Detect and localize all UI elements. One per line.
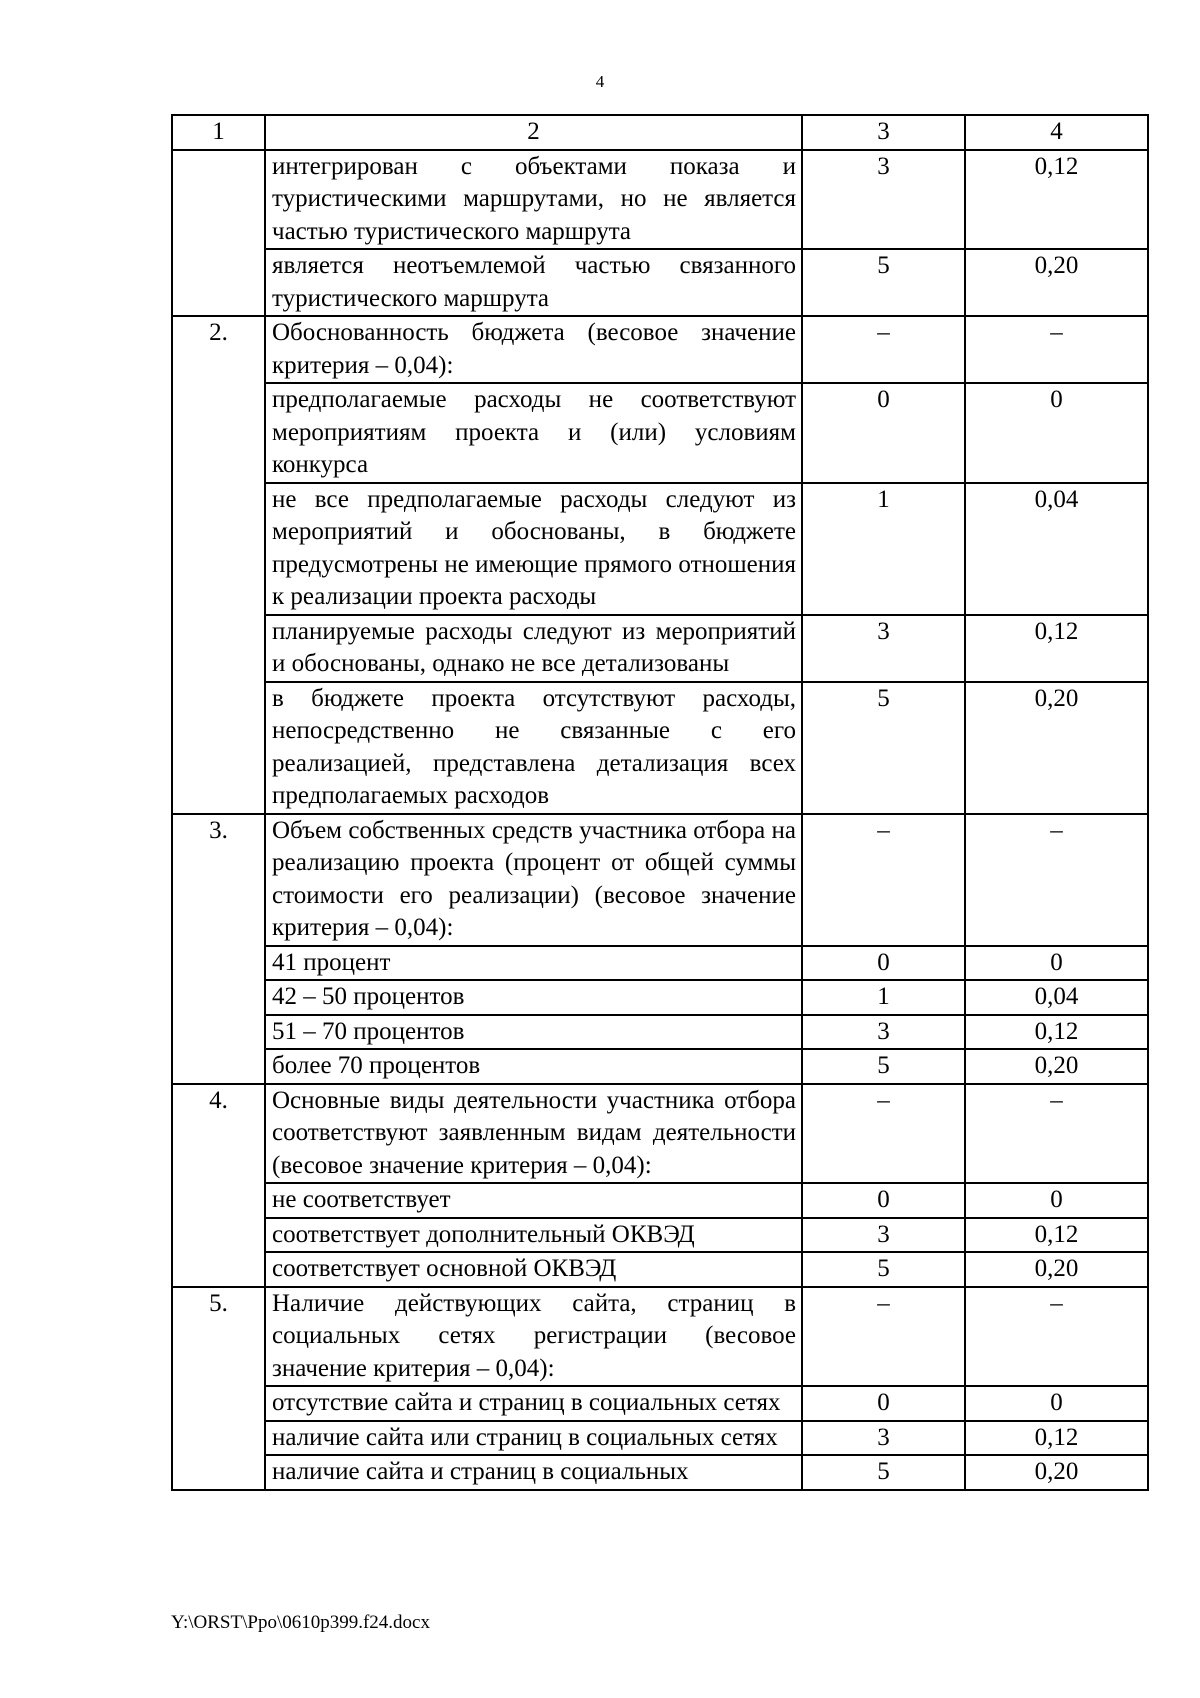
weighted-score-cell: 0,04: [965, 483, 1148, 615]
score-cell: –: [802, 316, 965, 383]
criterion-text: 51 – 70 процентов: [265, 1015, 802, 1050]
weighted-score-cell: 0,12: [965, 1421, 1148, 1456]
criterion-text: соответствует основной ОКВЭД: [265, 1252, 802, 1287]
header-col-2: 2: [265, 115, 802, 150]
criterion-number: 3.: [172, 814, 265, 1084]
weighted-score-cell: 0,12: [965, 1015, 1148, 1050]
weighted-score-cell: 0: [965, 946, 1148, 981]
weighted-score-cell: 0: [965, 1386, 1148, 1421]
criterion-text: Обоснованность бюджета (весовое значение критерия – 0,04):: [265, 316, 802, 383]
weighted-score-cell: –: [965, 1084, 1148, 1184]
weighted-score-cell: –: [965, 316, 1148, 383]
table-row: [172, 1455, 1148, 1490]
criterion-number: 4.: [172, 1084, 265, 1287]
table-row: [172, 150, 1148, 250]
score-cell: 1: [802, 980, 965, 1015]
weighted-score-cell: 0: [965, 383, 1148, 483]
score-cell: 5: [802, 682, 965, 814]
score-cell: 5: [802, 1455, 965, 1490]
score-cell: 3: [802, 150, 965, 250]
score-cell: 3: [802, 1218, 965, 1253]
table-row: [172, 383, 1148, 483]
table-row: [172, 483, 1148, 615]
criterion-text: более 70 процентов: [265, 1049, 802, 1084]
weighted-score-cell: 0,20: [965, 682, 1148, 814]
criterion-number: 5.: [172, 1287, 265, 1490]
table-row: [172, 1084, 1148, 1184]
table-row: [172, 1252, 1148, 1287]
score-cell: 0: [802, 383, 965, 483]
table-row: [172, 682, 1148, 814]
weighted-score-cell: 0,20: [965, 249, 1148, 316]
table-row: [172, 615, 1148, 682]
weighted-score-cell: –: [965, 814, 1148, 946]
table-row: [172, 814, 1148, 946]
criterion-text: интегрирован с объектами показа и туристическими маршрутами, но не является частью туристического маршрута: [265, 150, 802, 250]
criterion-text: Основные виды деятельности участника отбора соответствуют заявленным видам деятельности (весовое значение критерия – 0,04):: [265, 1084, 802, 1184]
score-cell: 0: [802, 946, 965, 981]
score-cell: 5: [802, 1252, 965, 1287]
file-path-footer: Y:\ORST\Ppo\0610p399.f24.docx: [171, 1612, 430, 1633]
score-cell: –: [802, 1084, 965, 1184]
criterion-text: не все предполагаемые расходы следуют из мероприятий и обоснованы, в бюджете предусмотрены не имеющие прямого отношения к реализации проекта расходы: [265, 483, 802, 615]
score-cell: –: [802, 814, 965, 946]
page-number: 4: [595, 72, 605, 91]
table-row: [172, 946, 1148, 981]
score-cell: 5: [802, 1049, 965, 1084]
table-row: [172, 316, 1148, 383]
weighted-score-cell: 0,20: [965, 1049, 1148, 1084]
table-row: [172, 249, 1148, 316]
table-row: [172, 1386, 1148, 1421]
header-col-4: 4: [965, 115, 1148, 150]
table-row: [172, 980, 1148, 1015]
table-row: [172, 1015, 1148, 1050]
score-cell: 0: [802, 1183, 965, 1218]
table-row: [172, 1421, 1148, 1456]
weighted-score-cell: 0,12: [965, 150, 1148, 250]
criterion-text: является неотъемлемой частью связанного туристического маршрута: [265, 249, 802, 316]
criterion-number: [172, 150, 265, 317]
criterion-text: Наличие действующих сайта, страниц в социальных сетях регистрации (весовое значение критерия – 0,04):: [265, 1287, 802, 1387]
weighted-score-cell: 0,12: [965, 615, 1148, 682]
criterion-text: в бюджете проекта отсутствуют расходы, непосредственно не связанные с его реализацией, представлена детализация всех предполагаемых расходов: [265, 682, 802, 814]
criterion-text: Объем собственных средств участника отбора на реализацию проекта (процент от общей суммы стоимости его реализации) (весовое значение критерия – 0,04):: [265, 814, 802, 946]
weighted-score-cell: 0,20: [965, 1252, 1148, 1287]
criterion-text: отсутствие сайта и страниц в социальных сетях: [265, 1386, 802, 1421]
table-row: [172, 1218, 1148, 1253]
table-row: [172, 1183, 1148, 1218]
table-row: [172, 1049, 1148, 1084]
header-col-1: 1: [172, 115, 265, 150]
weighted-score-cell: 0: [965, 1183, 1148, 1218]
criterion-text: 42 – 50 процентов: [265, 980, 802, 1015]
criterion-number: 2.: [172, 316, 265, 814]
criteria-table: [171, 114, 1149, 1491]
score-cell: 3: [802, 1421, 965, 1456]
score-cell: 0: [802, 1386, 965, 1421]
weighted-score-cell: 0,12: [965, 1218, 1148, 1253]
table-row: [172, 1287, 1148, 1387]
criterion-text: наличие сайта и страниц в социальных: [265, 1455, 802, 1490]
table-header-row: [172, 115, 1148, 150]
score-cell: 3: [802, 615, 965, 682]
criterion-text: не соответствует: [265, 1183, 802, 1218]
weighted-score-cell: –: [965, 1287, 1148, 1387]
weighted-score-cell: 0,04: [965, 980, 1148, 1015]
criterion-text: 41 процент: [265, 946, 802, 981]
criterion-text: предполагаемые расходы не соответствуют мероприятиям проекта и (или) условиям конкурса: [265, 383, 802, 483]
score-cell: 1: [802, 483, 965, 615]
header-col-3: 3: [802, 115, 965, 150]
criterion-text: наличие сайта или страниц в социальных сетях: [265, 1421, 802, 1456]
score-cell: –: [802, 1287, 965, 1387]
weighted-score-cell: 0,20: [965, 1455, 1148, 1490]
score-cell: 5: [802, 249, 965, 316]
criterion-text: соответствует дополнительный ОКВЭД: [265, 1218, 802, 1253]
criterion-text: планируемые расходы следуют из мероприятий и обоснованы, однако не все детализованы: [265, 615, 802, 682]
score-cell: 3: [802, 1015, 965, 1050]
